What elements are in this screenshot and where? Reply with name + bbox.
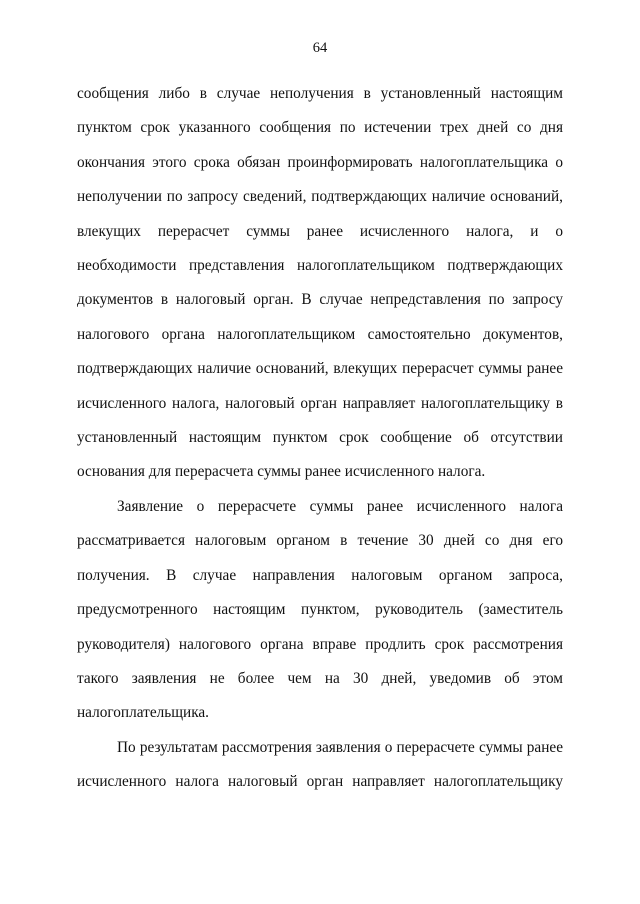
text-line: основания для перерасчета суммы ранее исчисленного налога. (77, 463, 486, 481)
text-line: руководителя) налогового органа вправе продлить срок рассмотрения (77, 635, 563, 653)
text-line: подтверждающих наличие оснований, влекущих перерасчет суммы ранее (77, 360, 563, 378)
paragraph (77, 77, 563, 490)
paragraph (77, 490, 563, 731)
text-line: налогового органа налогоплательщиком самостоятельно документов, (77, 325, 563, 343)
text-line: влекущих перерасчет суммы ранее исчисленного налога, и о (77, 222, 563, 240)
text-line: исчисленного налога, налоговый орган направляет налогоплательщику в (77, 394, 563, 412)
text-line: установленный настоящим пунктом срок сообщение об отсутствии (77, 429, 563, 447)
text-line: рассматривается налоговым органом в течение 30 дней со дня его (77, 532, 563, 550)
text-line: документов в налоговый орган. В случае непредставления по запросу (77, 291, 563, 309)
text-line: предусмотренного настоящим пунктом, руководитель (заместитель (77, 601, 563, 619)
text-line: сообщения либо в случае неполучения в установленный настоящим (77, 85, 563, 102)
text-line: получения. В случае направления налоговым органом запроса, (77, 566, 563, 584)
text-line: По результатам рассмотрения заявления о перерасчете суммы ранее (117, 738, 563, 756)
text-line: окончания этого срока обязан проинформировать налогоплательщика о (77, 153, 563, 171)
text-line: налогоплательщика. (77, 704, 210, 722)
text-line: исчисленного налога налоговый орган направляет налогоплательщику (77, 773, 563, 791)
text-line: такого заявления не более чем на 30 дней, уведомив об этом (77, 669, 563, 687)
text-line: необходимости представления налогоплательщиком подтверждающих (77, 257, 563, 275)
text-line: пунктом срок указанного сообщения по истечении трех дней со дня (77, 119, 563, 137)
page-number: 64 (312, 40, 328, 56)
paragraph (77, 731, 563, 800)
text-line: неполучении по запросу сведений, подтверждающих наличие оснований, (77, 188, 563, 206)
text-line: Заявление о перерасчете суммы ранее исчисленного налога (117, 497, 563, 515)
document-body (77, 77, 563, 800)
